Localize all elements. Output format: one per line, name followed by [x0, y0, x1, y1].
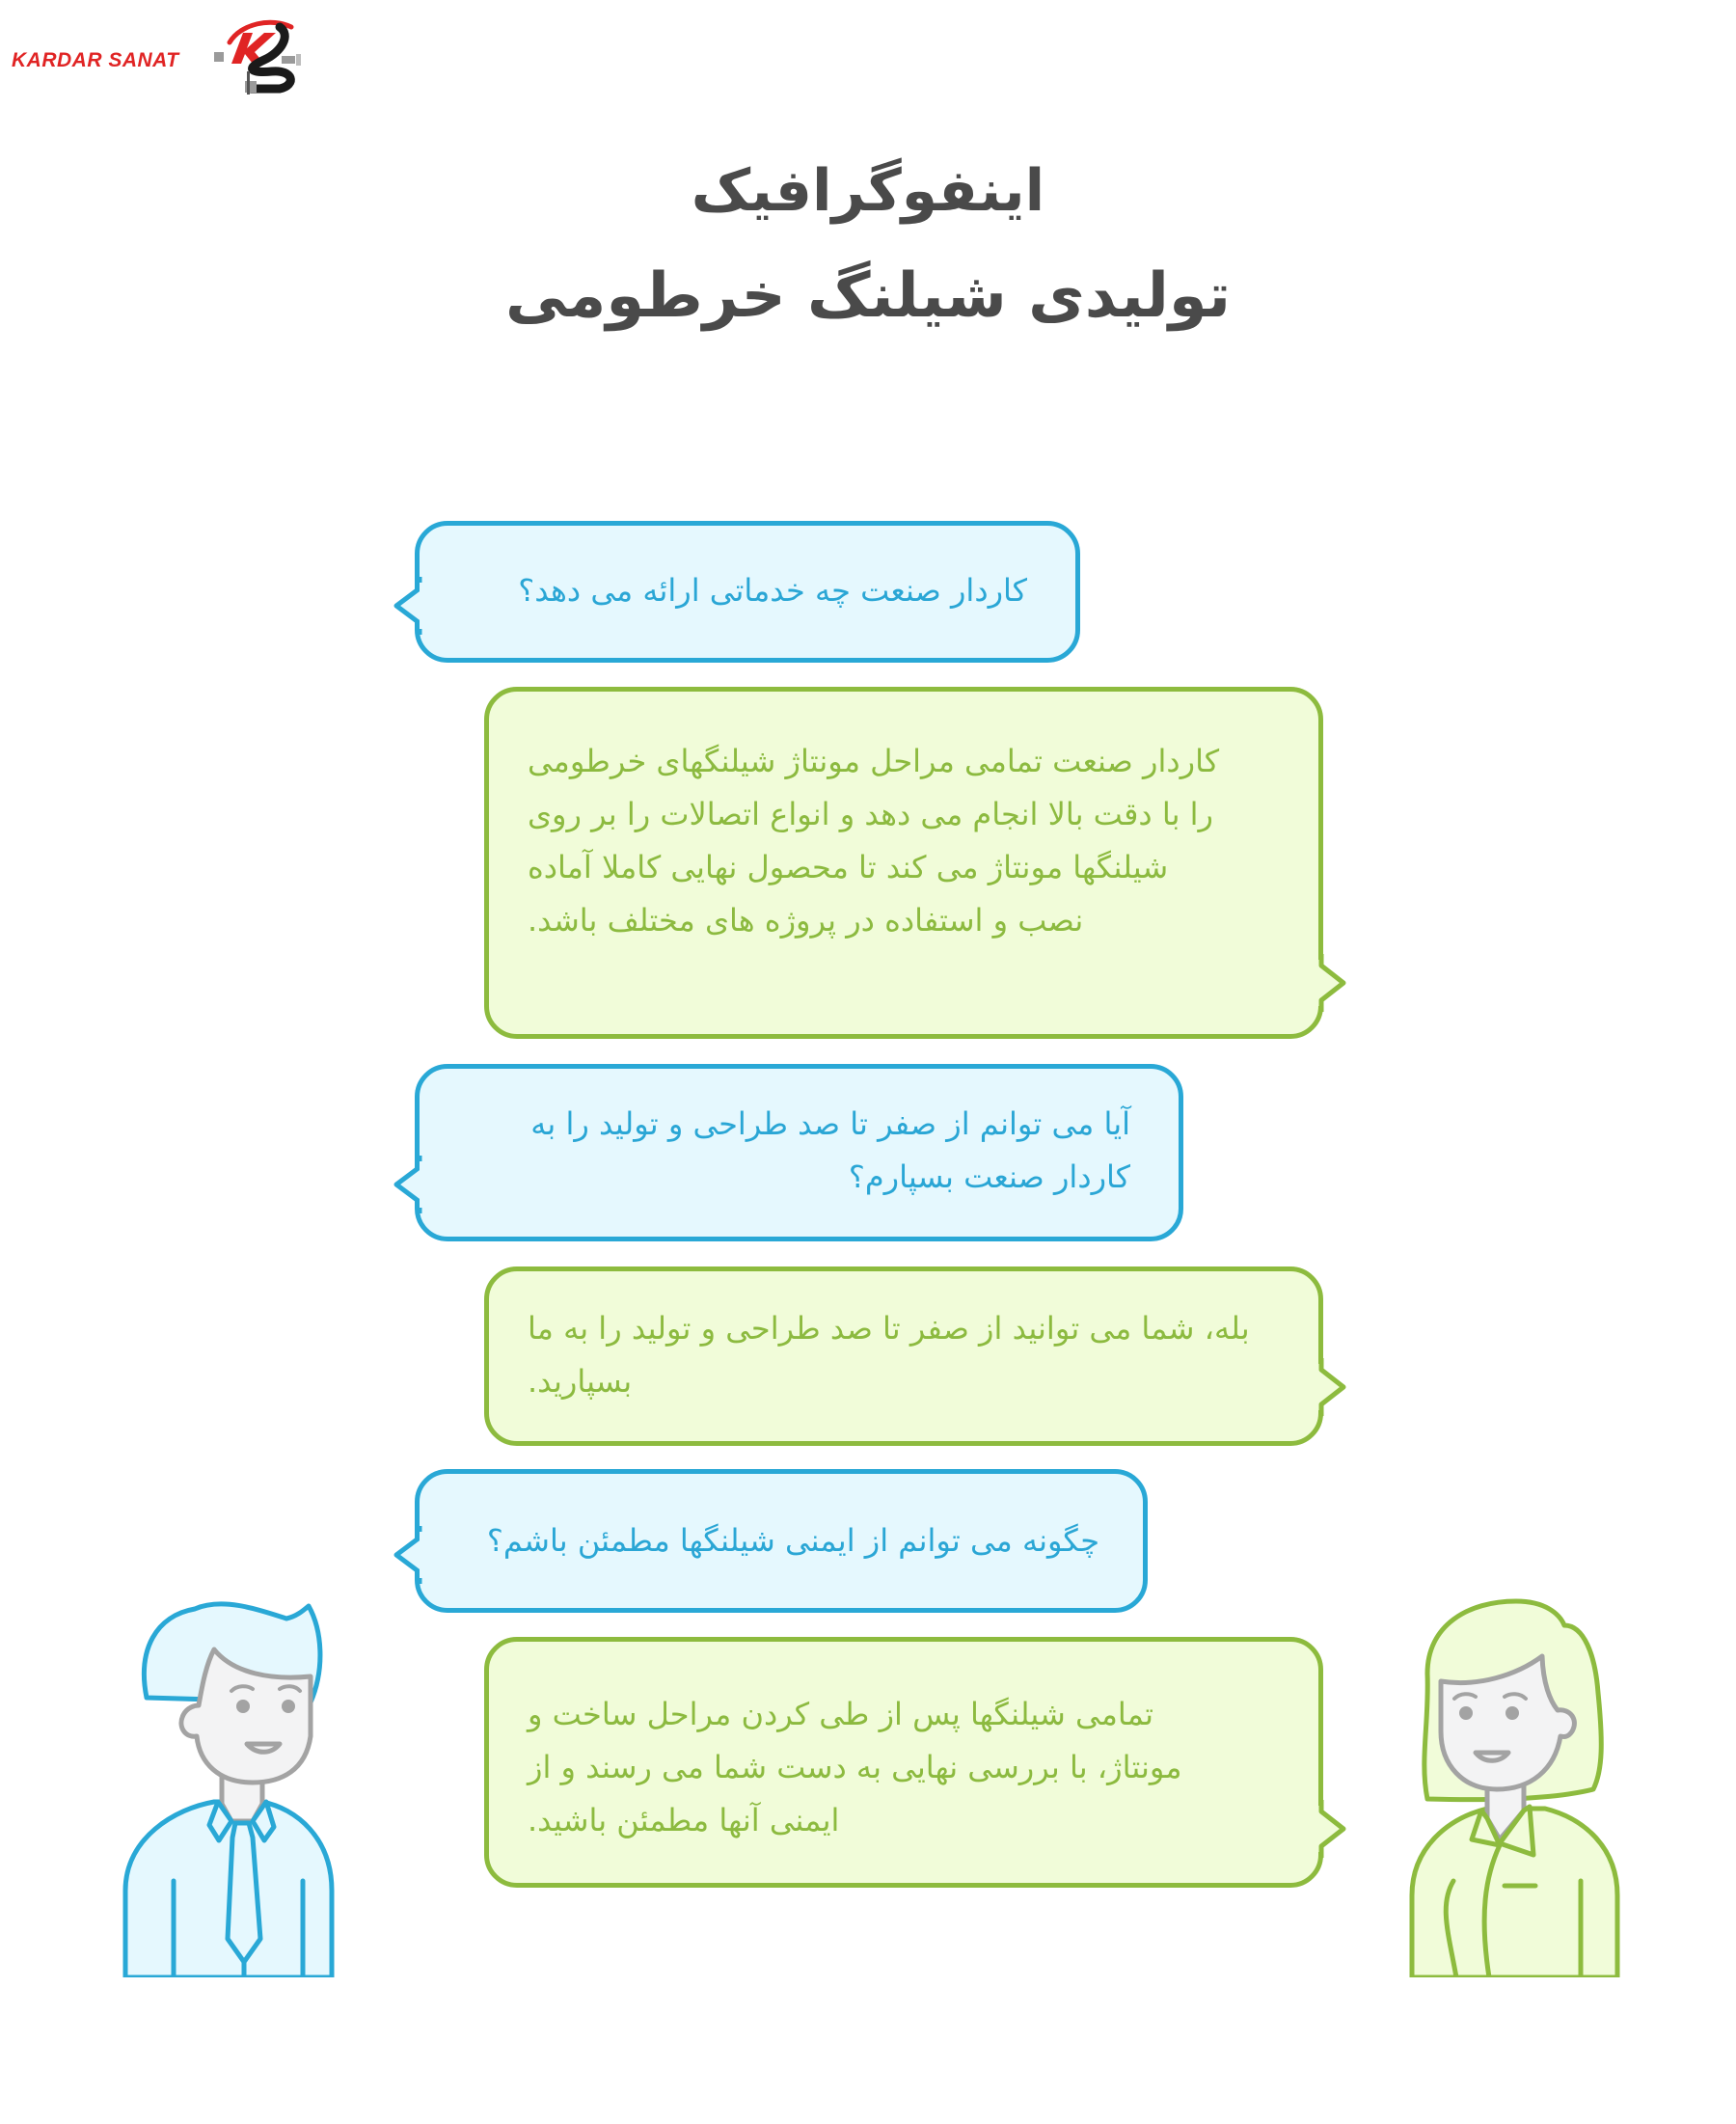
question-text-2: آیا می توانم از صفر تا صد طراحی و تولید را به کاردار صنعت بسپارم؟ — [530, 1105, 1130, 1195]
question-text-3: چگونه می توانم از ایمنی شیلنگها مطمئن باشم؟ — [486, 1522, 1099, 1559]
question-bubble-2 — [415, 1064, 1183, 1241]
kardar-sanat-logo[interactable] — [12, 14, 301, 96]
bubble-tail-icon — [393, 1154, 431, 1215]
question-text-1: کاردار صنعت چه خدماتی ارائه می دهد؟ — [518, 572, 1027, 609]
answer-text-3: تمامی شیلنگها پس از طی کردن مراحل ساخت و مونتاژ، با بررسی نهایی به دست شما می رسند و از ایمنی آنها مطمئن باشید. — [528, 1696, 1182, 1838]
page-subtitle: تولیدی شیلنگ خرطومی — [504, 260, 1232, 332]
answer-bubble-2 — [484, 1266, 1323, 1446]
bubble-tail-icon — [1310, 1356, 1348, 1418]
bubble-tail-icon — [1310, 952, 1348, 1014]
answer-bubble-3 — [484, 1637, 1323, 1888]
answer-bubble-1 — [484, 687, 1323, 1039]
answer-text-1: کاردار صنعت تمامی مراحل مونتاژ شیلنگهای خرطومی را با دقت بالا انجام می دهد و انواع اتصالات را بر روی شیلنگها مونتاژ می کند تا محصول نهایی کاملا آماده نصب و استفاده در پروژه های مختلف باشد. — [528, 743, 1220, 939]
logo-wordmark: KARDAR SANAT — [12, 49, 179, 71]
answer-text-2: بله، شما می توانید از صفر تا صد طراحی و تولید را به ما بسپارید. — [528, 1310, 1250, 1400]
bubble-tail-icon — [1310, 1798, 1348, 1860]
woman-icon — [1400, 1587, 1622, 1977]
bubble-tail-icon — [393, 1524, 431, 1586]
bubble-tail-icon — [393, 575, 431, 637]
ks-hose-logo-icon — [204, 14, 306, 96]
page-title: اینفوگرافیک — [691, 157, 1045, 225]
question-bubble-1 — [415, 521, 1080, 663]
question-bubble-3 — [415, 1469, 1148, 1613]
man-with-tie-icon — [118, 1592, 339, 1977]
